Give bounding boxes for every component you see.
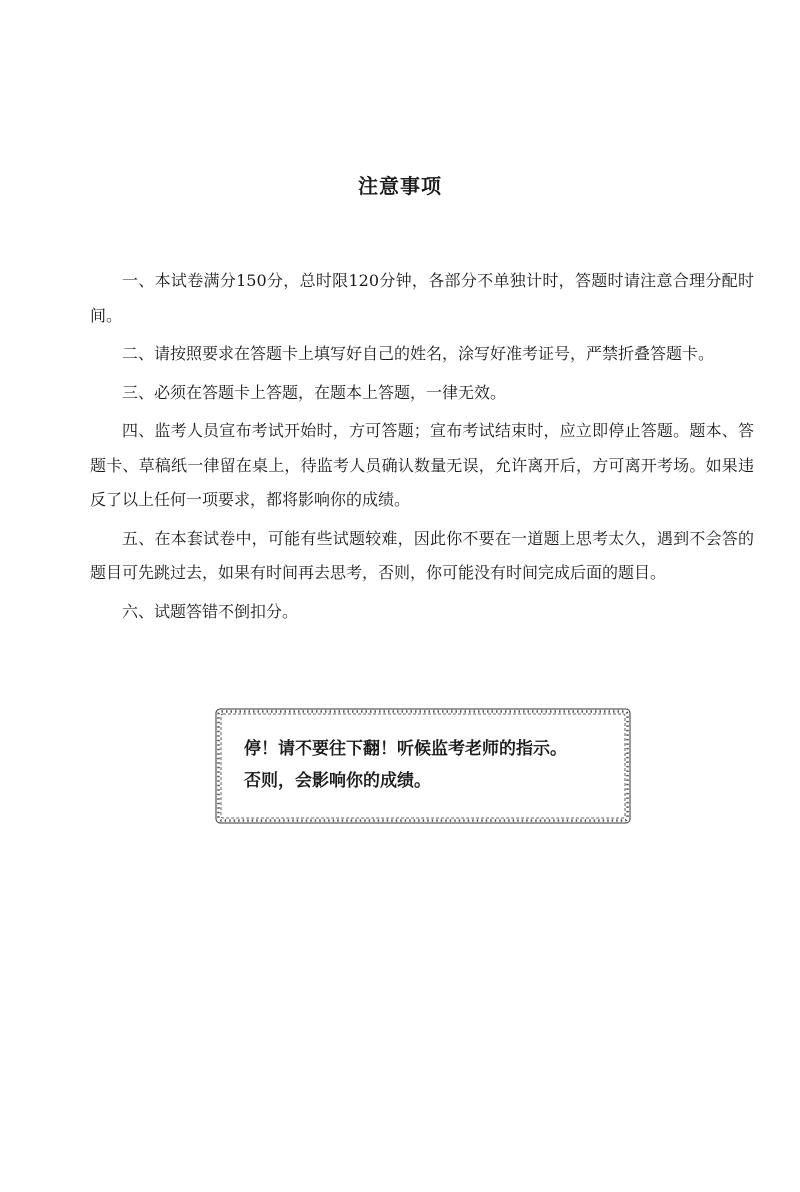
notice-item-4: 四、监考人员宣布考试开始时，方可答题；宣布考试结束时，应立即停止答题。题本、答题卡、草稿纸一律留在桌上，待监考人员确认数量无误，允许离开后，方可离开考场。如果违反了以上任何一项要求，都将影响你的成绩。 — [90, 421, 754, 509]
notice-list — [90, 264, 754, 633]
notice-item-6: 六、试题答错不倒扣分。 — [122, 601, 299, 621]
stop-warning-text — [244, 733, 614, 797]
notice-item-1: 一、本试卷满分150分，总时限120分钟，各部分不单独计时，答题时请注意合理分配时间。 — [90, 271, 754, 325]
stop-warning-line-1: 停！请不要往下翻！听候监考老师的指示。 — [244, 739, 567, 759]
notice-item-3: 三、必须在答题卡上答题，在题本上答题，一律无效。 — [122, 382, 507, 402]
page-title: 注意事项 — [358, 174, 442, 198]
notice-item-2: 二、请按照要求在答题卡上填写好自己的姓名，涂写好准考证号，严禁折叠答题卡。 — [122, 344, 715, 363]
stop-warning-line-2: 否则，会影响你的成绩。 — [244, 771, 431, 791]
notice-item-5: 五、在本套试卷中，可能有些试题较难，因此你不要在一道题上思考太久，遇到不会答的题目可先跳过去，如果有时间再去思考，否则，你可能没有时间完成后面的题目。 — [90, 528, 754, 582]
stop-warning-box — [212, 705, 634, 827]
